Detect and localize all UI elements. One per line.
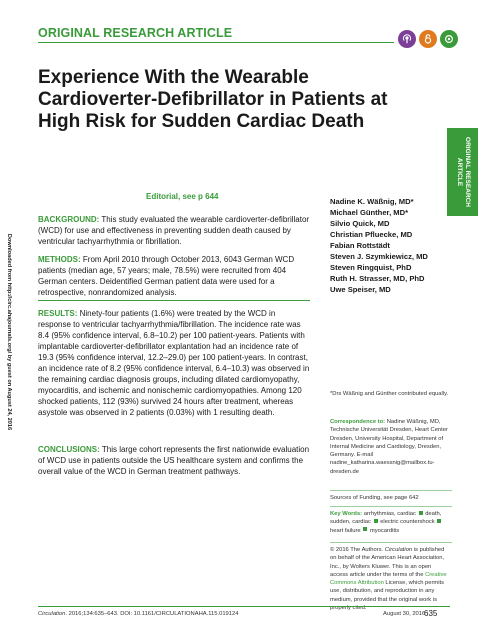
side-tab <box>447 128 478 216</box>
license-post: License, which permits use, distribution, and reproduction in any medium, provided that the original work is properly cited. <box>330 580 445 612</box>
bullet-square-icon <box>419 511 423 515</box>
side-tab-line-2: ARTICLE <box>455 157 463 187</box>
keywords-label: Key Words: <box>330 511 363 517</box>
license-mid: is published on behalf of the American Heart Association, Inc., by Wolters Kluwer. This is an open access article under the terms of the <box>330 547 445 578</box>
keywords <box>330 510 450 535</box>
side-tab-line-1: ORIGINAL RESEARCH <box>463 137 471 207</box>
abstract-methods <box>38 254 310 298</box>
author: Uwe Speiser, MD <box>330 285 391 294</box>
download-note <box>4 212 14 452</box>
methods-text: From April 2010 through October 2013, 6043 German WCD patients (median age, 57 years; male, 78.5%) were recruited from 404 German centers. Deidentified German patient data were used for a retrospective, nonrandomized analysis. <box>38 255 295 297</box>
bullet-square-icon <box>437 519 441 523</box>
footer-citation-text: . 2016;134:635–643. DOI: 10.1161/CIRCULATIONAHA.115.019124 <box>65 611 239 617</box>
author: Michael Günther, MD* <box>330 208 409 217</box>
bullet-square-icon <box>374 519 378 523</box>
correspondence-label: Correspondence to: <box>330 419 386 425</box>
funding-note[interactable]: Sources of Funding, see page 642 <box>330 495 419 501</box>
header-rule <box>38 42 394 43</box>
keyword[interactable]: heart failure <box>330 527 361 534</box>
page-number: 635 <box>424 609 438 618</box>
author-list <box>330 196 448 295</box>
methods-label: METHODS: <box>38 255 81 264</box>
side-tab-label <box>455 137 471 207</box>
keyword[interactable]: myocarditis <box>369 527 400 534</box>
license-journal: Circulation <box>384 547 413 553</box>
podcast-icon[interactable] <box>398 30 416 48</box>
side-divider <box>330 490 452 491</box>
conclusions-label: CONCLUSIONS: <box>38 445 100 454</box>
author: Silvio Quick, MD <box>330 219 390 228</box>
contrib-note: *Drs Wäßnig and Günther contributed equally. <box>330 391 449 397</box>
abstract-divider <box>38 300 310 301</box>
footer-citation <box>38 611 238 617</box>
background-text: This study evaluated the wearable cardioverter-defibrillator (WCD) for use and effectiveness in preventing sudden death caused by ventricular tachyarrhythmia or fibrillation. <box>38 215 310 246</box>
footer-rule <box>38 606 450 607</box>
author: Fabian Rottstädt <box>330 241 390 250</box>
download-note-text: Downloaded from http://circ.ahajournals.org/ by guest on August 24, 2016 <box>6 233 12 431</box>
keyword[interactable]: death, sudden, cardiac <box>330 511 442 526</box>
results-text: Ninety-four patients (1.6%) were treated by the WCD in response to ventricular tachyarrhythmia/fibrillation. The incidence rate was 8.4 (95% confidence interval, 6.8–10.2) per 100 patient-years. Patients with implantable cardioverter-defibrillator explantation had an incidence rate of 19.3 (95% confidence interval, 12.2–29.0) per 100 patient-years. In contrast, an incidence rate of 8.2 (95% confidence interval, 6.4–10.3) was observed in the remaining cardiac diagnosis groups, including dilated cardiomyopathy, myocarditis, and ischemic and nonischemic cardiomyopathies. Among 120 shocked patients, 112 (93%) survived 24 hours after treatment, whereas asystole was observed in 2 patients (0.03%) with 1 resulting death. <box>38 309 310 417</box>
abstract-background <box>38 214 310 247</box>
author: Christian Pfluecke, MD <box>330 230 413 239</box>
results-label: RESULTS: <box>38 309 78 318</box>
cme-icon[interactable] <box>440 30 458 48</box>
side-divider <box>330 542 452 543</box>
header-icons <box>398 30 458 48</box>
keyword[interactable]: electric countershock <box>380 519 435 526</box>
license-link[interactable]: Creative Commons Attribution <box>330 571 447 587</box>
author: Steven J. Szymkiewicz, MD <box>330 252 428 261</box>
editorial-link[interactable]: Editorial, see p 644 <box>146 192 219 201</box>
footer-date: August 30, 2016 <box>383 611 426 617</box>
license-pre: © 2016 The Authors. <box>330 547 385 553</box>
author: Ruth H. Strasser, MD, PhD <box>330 274 425 283</box>
author: Steven Ringquist, PhD <box>330 263 412 272</box>
keyword[interactable]: arrhythmias, cardiac <box>363 511 416 517</box>
background-label: BACKGROUND: <box>38 215 100 224</box>
author: Nadine K. Wäßnig, MD* <box>330 197 414 206</box>
correspondence <box>330 418 450 476</box>
section-label: ORIGINAL RESEARCH ARTICLE <box>38 26 233 40</box>
correspondence-text: Nadine Wäßnig, MD, Technische Universität Dresden, Heart Center Dresden, University Hospital, Department of Internal Medicine and Cardiology, Dresden, Germany. E-mail nadine_katharina.waessnig@mailbox.tu-dresden.de <box>330 419 448 475</box>
abstract-results <box>38 308 310 418</box>
article-title: Experience With the Wearable Cardioverter-Defibrillator in Patients at High Risk for Sudden Cardiac Death <box>38 67 388 132</box>
open-access-icon[interactable] <box>419 30 437 48</box>
conclusions-text: This large cohort represents the first nationwide evaluation of WCD use in patients outside the US healthcare system and confirms the overall value of the WCD in German treatment pathways. <box>38 445 310 476</box>
footer-journal: Circulation <box>38 611 66 617</box>
license-note <box>330 546 450 612</box>
abstract-conclusions <box>38 444 310 477</box>
side-divider <box>330 506 452 507</box>
bullet-square-icon <box>363 527 367 531</box>
